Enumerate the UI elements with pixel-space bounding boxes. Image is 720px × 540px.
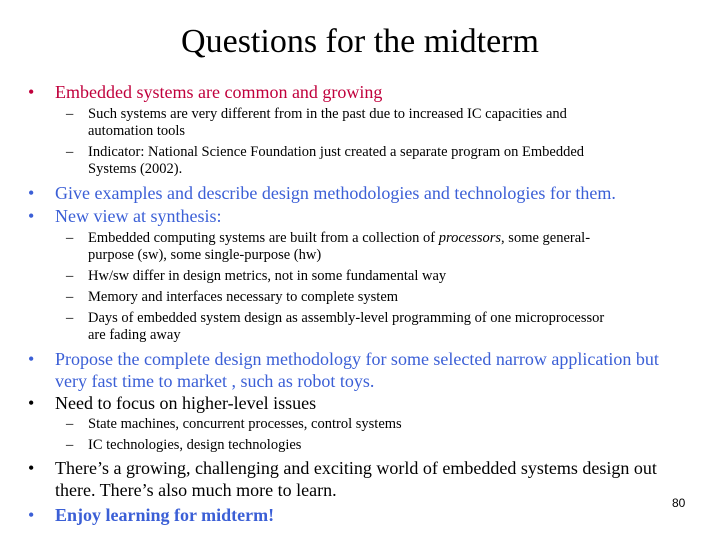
sub-item-1-2 (66, 144, 585, 161)
bullet-marker: • (28, 82, 35, 102)
bullet-text: Propose the complete design methodology for some selected narrow application but (55, 349, 659, 369)
bullet-text: New view at synthesis: (55, 206, 222, 226)
bullet-item-2 (28, 182, 616, 204)
sub-item-text-post: , some general- (501, 230, 591, 246)
page-number: 80 (672, 496, 686, 510)
sub-item-5-2 (66, 437, 302, 454)
bullet-text: Enjoy learning for midterm! (55, 505, 275, 525)
bullet-item-6-cont: there. There’s also much more to learn. (55, 480, 337, 500)
bullet-item-7 (28, 504, 275, 526)
sub-item-3-4-cont: are fading away (88, 327, 181, 343)
bullet-text: There’s a growing, challenging and exciting world of embedded systems design out (55, 458, 657, 478)
bullet-item-1 (28, 81, 383, 103)
sub-item-3-4 (66, 310, 605, 327)
bullet-text: Give examples and describe design methodologies and technologies for them. (55, 183, 616, 203)
bullet-marker: • (28, 183, 35, 203)
dash-marker: – (66, 268, 74, 284)
sub-item-emphasis: processors (438, 230, 502, 246)
sub-item-1-1 (66, 106, 567, 123)
sub-item-text: Days of embedded system design as assembly-level programming of one microprocessor (88, 310, 605, 326)
sub-item-1-2-cont: Systems (2002). (88, 161, 183, 177)
bullet-marker: • (28, 206, 35, 226)
bullet-item-5 (28, 392, 317, 414)
sub-item-3-3 (66, 289, 399, 306)
sub-item-text: Memory and interfaces necessary to complete system (88, 289, 399, 305)
bullet-item-4 (28, 348, 659, 370)
sub-item-text: Indicator: National Science Foundation just created a separate program on Embedded (88, 144, 585, 160)
sub-item-text: Hw/sw differ in design metrics, not in some fundamental way (88, 268, 447, 284)
dash-marker: – (66, 289, 74, 305)
dash-marker: – (66, 106, 74, 122)
bullet-marker: • (28, 458, 35, 478)
dash-marker: – (66, 230, 74, 246)
sub-item-1-1-cont: automation tools (88, 123, 186, 139)
sub-item-text: Such systems are very different from in the past due to increased IC capacities and (88, 106, 567, 122)
bullet-text: Need to focus on higher-level issues (55, 393, 317, 413)
sub-item-3-2 (66, 268, 447, 285)
dash-marker: – (66, 310, 74, 326)
dash-marker: – (66, 144, 74, 160)
bullet-item-6 (28, 457, 657, 479)
sub-item-3-1-cont: purpose (sw), some single-purpose (hw) (88, 247, 322, 263)
bullet-marker: • (28, 349, 35, 369)
bullet-marker: • (28, 505, 35, 525)
sub-item-text: State machines, concurrent processes, control systems (88, 416, 402, 432)
sub-item-3-1 (66, 230, 591, 247)
bullet-item-4-cont: very fast time to market , such as robot toys. (55, 371, 375, 391)
bullet-item-3 (28, 205, 222, 227)
sub-item-text-pre: Embedded computing systems are built from a collection of (88, 230, 439, 246)
dash-marker: – (66, 416, 74, 432)
slide-title: Questions for the midterm (181, 23, 539, 60)
sub-item-text: IC technologies, design technologies (88, 437, 302, 453)
dash-marker: – (66, 437, 74, 453)
bullet-text: Embedded systems are common and growing (55, 82, 383, 102)
sub-item-5-1 (66, 416, 402, 433)
bullet-marker: • (28, 393, 35, 413)
